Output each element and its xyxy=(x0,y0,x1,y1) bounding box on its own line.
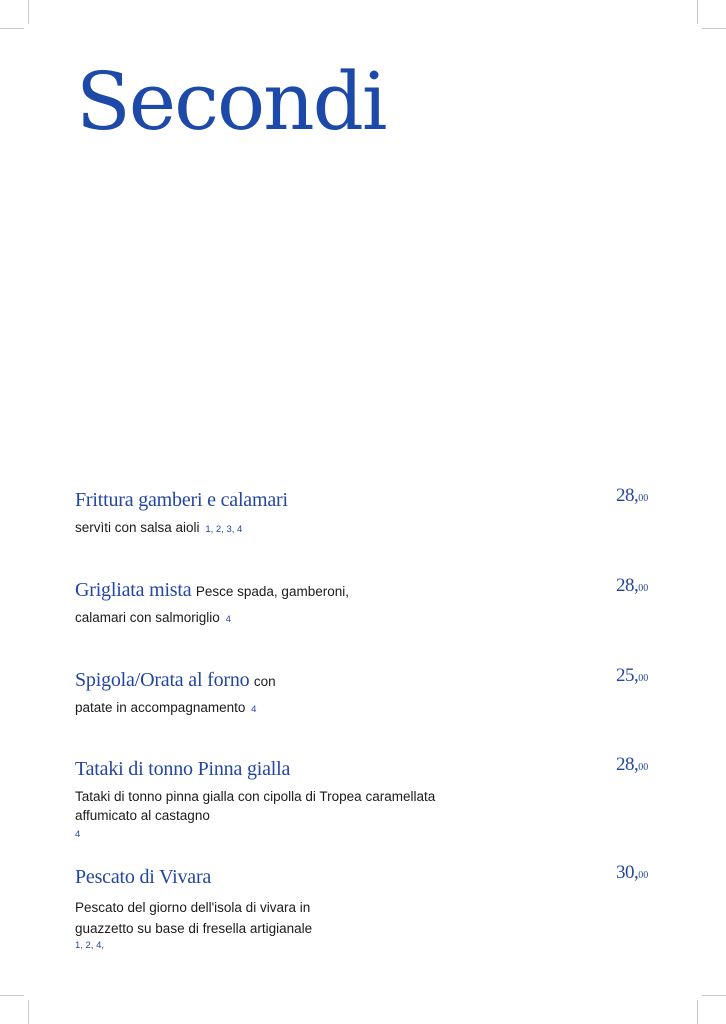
dish-price-integer: 28, xyxy=(616,754,639,775)
menu-item-spigola-orata xyxy=(75,669,675,719)
dish-name: Tataki di tonno Pinna gialla xyxy=(75,758,291,780)
crop-mark-top-right-vertical xyxy=(697,0,698,24)
dish-price xyxy=(616,862,648,884)
dish-name: Spigola/Orata al forno xyxy=(75,669,250,691)
menu-item-heading xyxy=(75,489,675,512)
page-title: Secondi xyxy=(76,55,386,148)
dish-description xyxy=(75,608,675,629)
dish-description-line: guazzetto su base di fresella artigianale xyxy=(75,921,313,936)
dish-inline-description: con xyxy=(253,674,276,689)
dish-inline-description: Pesce spada, gamberoni, xyxy=(195,584,349,599)
dish-price-decimal: 00 xyxy=(638,583,649,594)
menu-item-heading xyxy=(75,866,675,889)
dish-price xyxy=(616,575,648,597)
dish-description-line: calamari con salmoriglio xyxy=(75,610,220,625)
dish-description-line: Pescato del giorno dell'isola di vivara in xyxy=(75,900,311,915)
dish-description xyxy=(75,897,675,953)
allergen-codes: 4 xyxy=(225,614,231,625)
dish-price xyxy=(616,754,648,776)
crop-mark-bottom-right-vertical xyxy=(697,1000,698,1024)
dish-price-decimal: 00 xyxy=(638,870,649,881)
menu-item-pescato-vivara xyxy=(75,866,675,953)
dish-description xyxy=(75,698,675,719)
crop-mark-bottom-left-horizontal xyxy=(0,995,24,996)
dish-price-decimal: 00 xyxy=(638,762,649,773)
dish-description-line: Tataki di tonno pinna gialla con cipolla di Tropea caramellata xyxy=(75,789,436,804)
dish-price-integer: 30, xyxy=(616,862,639,883)
dish-name: Grigliata mista xyxy=(75,579,192,601)
allergen-codes: 1, 2, 4, xyxy=(75,940,105,951)
dish-price-integer: 25, xyxy=(616,665,639,686)
crop-mark-bottom-left-vertical xyxy=(28,1000,29,1024)
crop-mark-top-left-vertical xyxy=(28,0,29,24)
dish-description xyxy=(75,518,675,539)
menu-item-grigliata xyxy=(75,579,675,629)
dish-description xyxy=(75,787,675,842)
allergen-codes: 1, 2, 3, 4 xyxy=(205,524,243,535)
allergen-codes: 4 xyxy=(251,704,257,715)
dish-description-line: patate in accompagnamento xyxy=(75,700,246,715)
menu-item-heading xyxy=(75,579,675,602)
menu-item-tataki xyxy=(75,758,675,842)
allergen-codes: 4 xyxy=(75,829,81,840)
crop-mark-top-right-horizontal xyxy=(702,28,726,29)
crop-mark-top-left-horizontal xyxy=(0,28,24,29)
dish-price-integer: 28, xyxy=(616,575,639,596)
menu-item-heading xyxy=(75,669,675,692)
crop-mark-bottom-right-horizontal xyxy=(702,995,726,996)
dish-description-line: affumicato al castagno xyxy=(75,808,210,823)
dish-description-line: servìti con salsa aioli xyxy=(75,520,200,535)
dish-name: Pescato di Vivara xyxy=(75,866,212,888)
dish-price xyxy=(616,485,648,507)
menu-item-frittura xyxy=(75,489,675,539)
dish-price xyxy=(616,665,648,687)
menu-item-heading xyxy=(75,758,675,781)
dish-price-decimal: 00 xyxy=(638,493,649,504)
dish-price-decimal: 00 xyxy=(638,673,649,684)
dish-name: Frittura gamberi e calamari xyxy=(75,489,288,511)
dish-price-integer: 28, xyxy=(616,485,639,506)
